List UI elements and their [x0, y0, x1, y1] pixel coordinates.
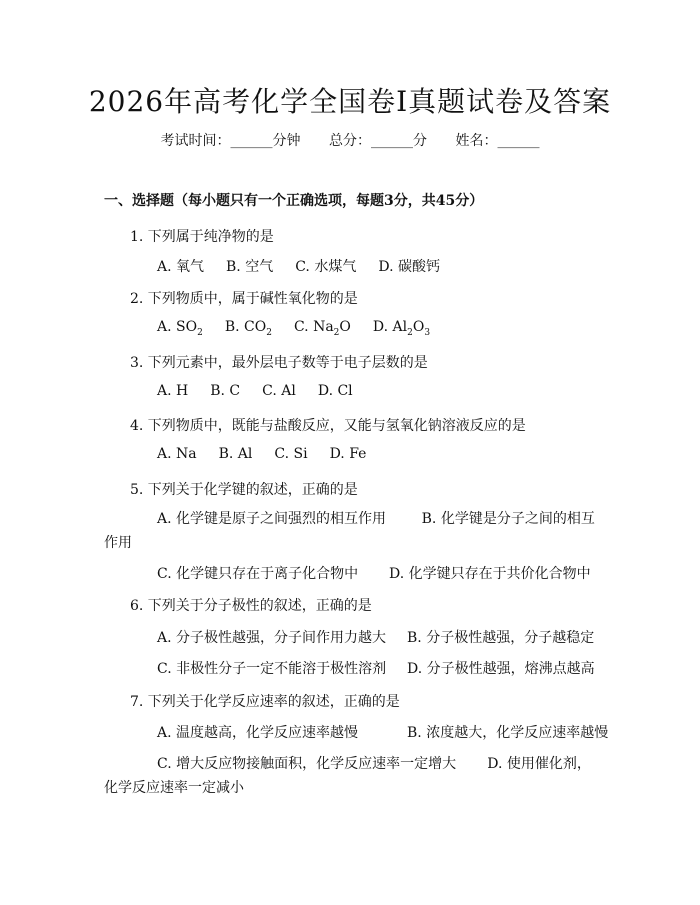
option: B. $CO_2$ — [224, 319, 272, 338]
option: D. 分子极性越强，熔沸点越高 — [407, 661, 595, 677]
option: C. 增大反应物接触面积，化学反应速率一定增大 — [157, 756, 457, 772]
option: A. 化学键是原子之间强烈的相互作用 — [157, 511, 387, 527]
option: A. 温度越高，化学反应速率越慢 — [157, 725, 359, 741]
options-7b — [104, 752, 604, 800]
option: B. 空气 — [226, 259, 274, 275]
option: C. Si — [274, 446, 308, 462]
options-2 — [157, 319, 452, 338]
option: D. $Al_2O_3$ — [372, 319, 431, 338]
option: B. 分子极性越强，分子越稳定 — [407, 630, 595, 646]
options-4 — [157, 446, 388, 462]
options-6a — [157, 627, 639, 647]
option: A. H — [157, 383, 189, 399]
option: C. Al — [262, 383, 296, 399]
name-label: 姓名：______ — [455, 133, 540, 149]
option: B. Al — [218, 446, 253, 462]
options-7a — [157, 722, 639, 742]
options-5b — [157, 563, 621, 583]
option: A. 氧气 — [157, 259, 205, 275]
option: D. 碳酸钙 — [378, 259, 440, 275]
option: C. 非极性分子一定不能溶于极性溶剂 — [157, 661, 387, 677]
option: B. C — [210, 383, 241, 399]
question-1: 1. 下列属于纯净物的是 — [130, 229, 274, 245]
page-title: 2026年高考化学全国卷Ⅰ真题试卷及答案 — [88, 85, 612, 118]
option: C. $Na_2O$ — [293, 319, 351, 338]
option: C. 化学键只存在于离子化合物中 — [157, 566, 359, 582]
option: C. 水煤气 — [295, 259, 357, 275]
section-heading: 一、选择题（每小题只有一个正确选项，每题3分，共45分） — [104, 193, 484, 209]
options-1 — [157, 256, 462, 276]
option: A. Na — [157, 446, 197, 462]
options-6b — [157, 658, 639, 678]
question-2: 2. 下列物质中，属于碱性氧化物的是 — [130, 291, 358, 307]
exam-meta — [0, 130, 700, 150]
options-3 — [157, 383, 375, 399]
question-7: 7. 下列关于化学反应速率的叙述，正确的是 — [130, 694, 400, 710]
question-5: 5. 下列关于化学键的叙述，正确的是 — [130, 482, 358, 498]
option: A. $SO_2$ — [157, 319, 203, 338]
options-5a — [104, 507, 604, 555]
option: A. 分子极性越强，分子间作用力越大 — [157, 630, 387, 646]
score-label: 总分：______分 — [329, 133, 427, 149]
question-3: 3. 下列元素中，最外层电子数等于电子层数的是 — [130, 355, 428, 371]
time-label: 考试时间：______分钟 — [160, 133, 301, 149]
question-4: 4. 下列物质中，既能与盐酸反应，又能与氢氧化钠溶液反应的是 — [130, 418, 526, 434]
option: D. 使用催化剂，化学反应速率一定减小 — [104, 756, 591, 796]
option: D. Fe — [329, 446, 367, 462]
option: B. 浓度越大，化学反应速率越慢 — [407, 725, 609, 741]
question-6: 6. 下列关于分子极性的叙述，正确的是 — [130, 598, 372, 614]
option: D. Cl — [317, 383, 353, 399]
option: B. 化学键是分子之间的相互作用 — [104, 511, 595, 551]
option: D. 化学键只存在于共价化合物中 — [389, 566, 591, 582]
